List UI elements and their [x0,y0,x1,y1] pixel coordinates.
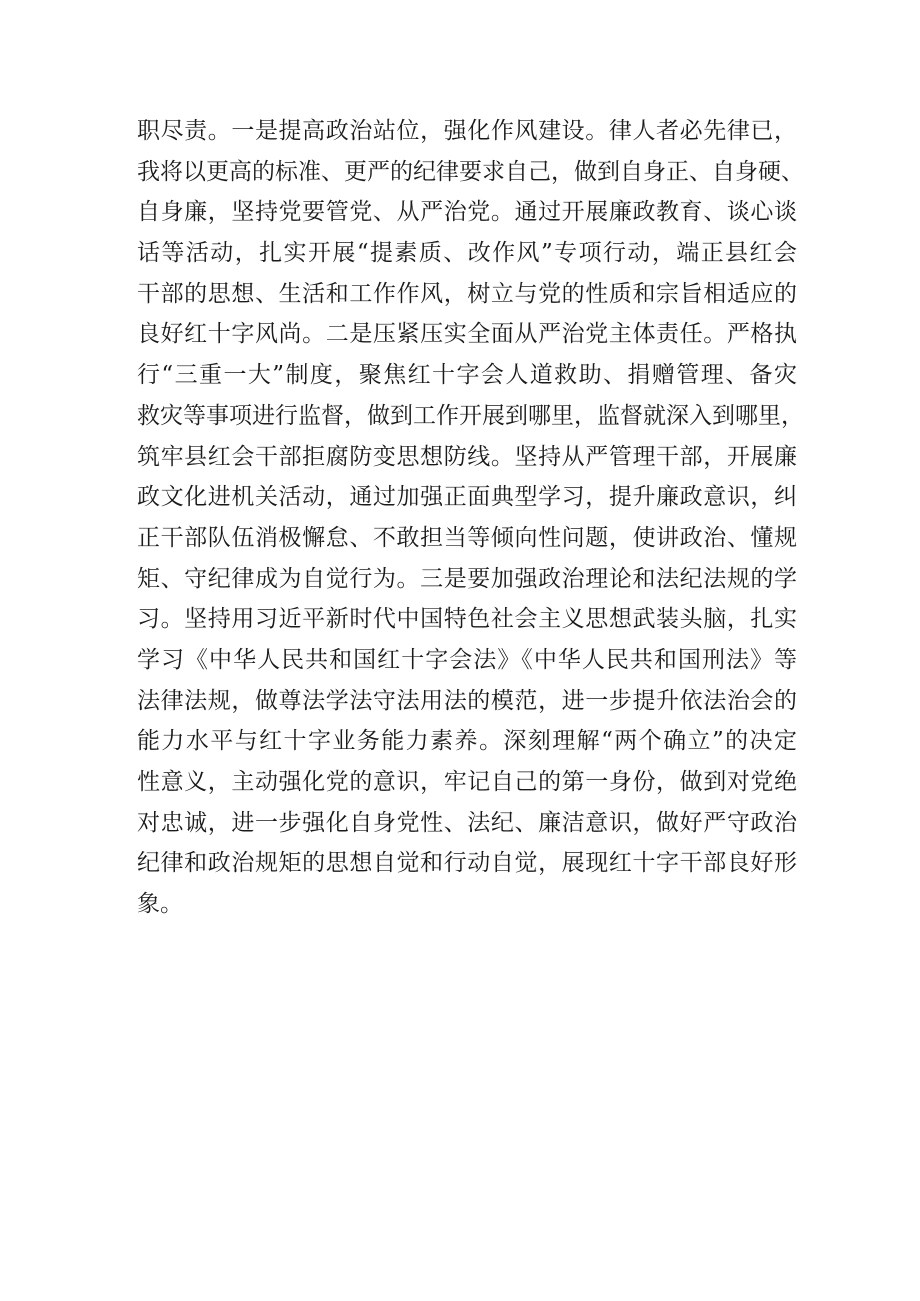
text-line: 职尽责。一是提高政治站位，强化作风建设。律人者必先律已， [137,118,797,144]
body-paragraph [137,111,804,925]
text-line: 话等活动，扎实开展“提素质、改作风”专项行动，端正县红会 [137,240,797,267]
text-line: 我将以更高的标准、更严的纪律要求自己，做到自身正、自身硬、 [137,158,804,185]
text-line: 学习《中华人民共和国红十字会法》《中华人民共和国刑法》等 [137,646,797,673]
text-line: 性意义，主动强化党的意识，牢记自己的第一身份，做到对党绝 [137,769,797,795]
text-line: 纪律和政治规矩的思想自觉和行动自觉，展现红十字干部良好形 [137,850,797,877]
text-line: 象。 [137,891,183,918]
text-line: 矩、守纪律成为自觉行为。三是要加强政治理论和法纪法规的学 [137,565,797,592]
text-line: 干部的思想、生活和工作作风，树立与党的性质和宗旨相适应的 [137,280,797,307]
text-line: 习。坚持用习近平新时代中国特色社会主义思想武装头脑，扎实 [137,606,797,633]
text-line: 正干部队伍消极懈怠、不敢担当等倾向性问题，使讲政治、懂规 [137,524,797,551]
text-line: 行“三重一大”制度，聚焦红十字会人道救助、捐赠管理、备灾 [137,362,797,389]
text-line: 能力水平与红十字业务能力素养。深刻理解“两个确立”的决定 [137,728,797,755]
text-line: 法律法规，做尊法学法守法用法的模范，进一步提升依法治会的 [137,687,797,714]
text-line: 救灾等事项进行监督，做到工作开展到哪里，监督就深入到哪里， [137,402,804,429]
text-line: 政文化进机关活动，通过加强正面典型学习，提升廉政意识，纠 [137,484,797,511]
text-line: 筑牢县红会干部拒腐防变思想防线。坚持从严管理干部，开展廉 [137,443,797,470]
text-line: 对忠诚，进一步强化自身党性、法纪、廉洁意识，做好严守政治 [137,809,797,836]
text-line: 良好红十字风尚。二是压紧压实全面从严治党主体责任。严格执 [137,321,797,348]
text-line: 自身廉，坚持党要管党、从严治党。通过开展廉政教育、谈心谈 [137,199,797,226]
